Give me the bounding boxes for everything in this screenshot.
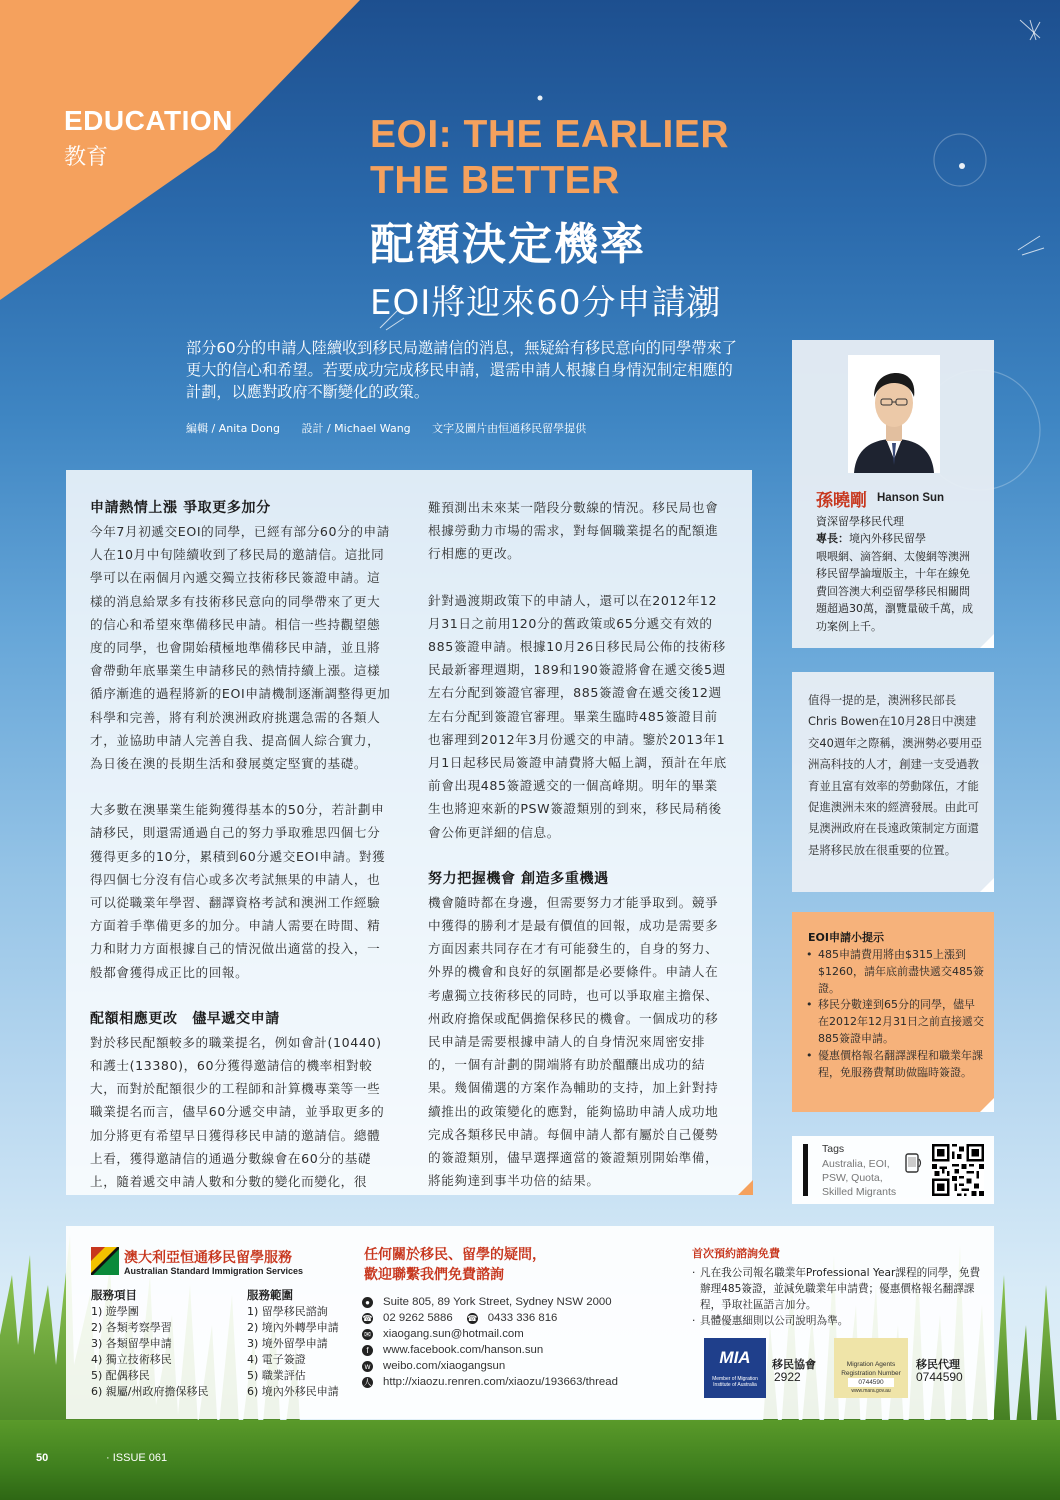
scope-list — [247, 1286, 339, 1400]
tip-item: • 優惠價格報名翻譯課程和職業年課程，免服務費幫助做臨時簽證。 — [806, 1048, 984, 1082]
contact-address — [362, 1294, 618, 1310]
contact-phones — [362, 1310, 618, 1326]
article-paragraph-4: 難預測出未來某一階段分數線的情況。移民局也會根據勞動力市場的需求，對每個職業提名的配額進行相應的更改。 — [428, 500, 719, 562]
marn-badge — [834, 1338, 908, 1398]
free-consult-item: · 具體優惠細則以公司說明為準。 — [692, 1313, 982, 1329]
profile-specialty-text: 境內外移民留學 — [849, 532, 926, 545]
marn-badge-number: 0744590 — [848, 1378, 894, 1387]
intro-paragraph: 部分60分的申請人陸續收到移民局邀請信的消息，無疑給有移民意向的同學帶來了更大的信心和希望。若要成功完成移民申請，還需申請人根據自身情況制定相應的計劃，以應對政府不斷變化的政策。 — [186, 339, 737, 401]
scope-item: 6) 境內外移民申請 — [247, 1385, 339, 1398]
tips-title: EOI申請小提示 — [808, 931, 884, 944]
article-column-2 — [428, 496, 730, 1192]
free-consult-title: 首次預約諮詢免費 — [692, 1247, 780, 1260]
headline-en-line1: EOI: THE EARLIER — [370, 113, 730, 156]
phone-landline[interactable]: 02 9262 5886 — [383, 1312, 453, 1324]
renren-link[interactable]: http://xiaozu.renren.com/xiaozu/193663/thread — [383, 1376, 618, 1388]
company-name-zh: 澳大利亞恒通移民留學服務 — [124, 1250, 292, 1266]
service-item: 1) 遊學團 — [91, 1305, 139, 1318]
tags-label: Tags — [822, 1143, 845, 1155]
issue-text: ISSUE 061 — [112, 1452, 168, 1464]
mia-logo — [704, 1338, 766, 1398]
weibo-link[interactable]: weibo.com/xiaogangsun — [383, 1360, 506, 1372]
facebook-link[interactable]: www.facebook.com/hanson.sun — [383, 1344, 544, 1356]
article-paragraph-1: 今年7月初遞交EOI的同學，已經有部分60分的申請人在10月中旬陸續收到了移民局的邀請信。這批同學可以在兩個月內遞交獨立技術移民簽證申請。這樣的消息給眾多有技術移民意向的同學帶來了更大的信心和希望來準備移民申請。相信一些持觀望態度的同學，也會開始積極地準備移民申請，並且將會帶動年底畢業生申請移民的熱情持續上漲。這樣循序漸進的過程將新的EOI申請機制逐漸調整得更加科學和完善，將有利於澳洲政府挑選急需的各類人才，並協助申請人完善自我、提高個人綜合實力，為日後在澳的長期生活和發展奠定堅實的基礎。 — [90, 524, 391, 772]
service-item: 3) 各類留學申請 — [91, 1337, 172, 1350]
tags-list: Australia, EOI, PSW, Quota, Skilled Migrants — [822, 1158, 897, 1198]
contact-weibo — [362, 1358, 618, 1374]
article-paragraph-5: 針對過渡期政策下的申請人，還可以在2012年12月31日之前用120分的舊政策或65分遞交有效的885簽證申請。根據10月26日移民局公佈的技術移民最新審理週期，189和190簽證將會在遞交後5週左右分配到簽證官審理，885簽證會在遞交後12週左右分配到簽證官審理。畢業生臨時485簽證目前也審理到2012年3月份遞交的申請。鑒於2013年1月1日起移民局簽證申請費將大幅上調，預計在年底前會出現485簽證遞交的一個高峰期。明年的畢業生也將迎來新的PSW簽證類別的到來，移民局稍後會公佈更詳細的信息。 — [428, 592, 727, 840]
service-item: 6) 親屬/州政府擔保移民 — [91, 1385, 209, 1398]
article-paragraph-6: 機會隨時都在身邊，但需要努力才能爭取到。競爭中獲得的勝利才是最有價值的回報，成功是需要多方面因素共同存在才有可能發生的，自身的努力、外界的機會和良好的氛圍都是必要條件。申請人在考慮獨立技術移民的同時，也可以爭取雇主擔保、州政府擔保或配偶擔保移民的機會。一個成功的移民申請是需要根據申請人的自身情況來周密安排的，一個有計劃的開端將有助於醞釀出成功的結果。幾個備選的方案作為輔助的支持，加上針對持續推出的政策變化的應對，能夠協助申請人成功地完成各類移民申請。每個申請人都有屬於自己優勢的簽證類別，儘早選擇適當的簽證類別開始準備，將能夠達到事半功倍的結果。 — [428, 894, 719, 1189]
page-curl-decoration — [980, 1098, 994, 1112]
subheading-1: 申請熱情上漲 爭取更多加分 — [90, 500, 271, 516]
headline-zh: 配額決定機率 — [370, 219, 646, 270]
email-icon: ✉ — [362, 1329, 373, 1340]
company-name-en: Australian Standard Immigration Services — [124, 1266, 304, 1276]
free-consult-list — [692, 1265, 982, 1329]
issue-label: · ISSUE 061 — [106, 1452, 168, 1464]
page-curl-decoration — [980, 634, 994, 648]
service-item: 2) 各類考察學習 — [91, 1321, 172, 1334]
credit-editor: 編輯 / Anita Dong — [186, 422, 280, 435]
headline-zh-subtitle: EOI將迎來60分申請潮 — [370, 283, 722, 323]
phone-mobile[interactable]: 0433 336 816 — [487, 1312, 558, 1324]
credit-design: 設計 / Michael Wang — [301, 422, 411, 435]
section-label-en: EDUCATION — [64, 105, 233, 136]
profile-photo — [848, 355, 940, 473]
weibo-icon: w — [362, 1361, 373, 1372]
profile-bio: 喂喂網、滴答網、太傻網等澳洲移民留學論壇版主，十年在線免費回答澳大利亞留學移民相關問題超過30萬，瀏覽量破千萬，成功案例上千。 — [816, 549, 973, 633]
credit-source: 文字及圖片由恒通移民留學提供 — [432, 422, 587, 435]
scope-item: 4) 電子簽證 — [247, 1353, 306, 1366]
free-consult-item: · 凡在我公司報名職業年Professional Year課程的同學，免費辦理485簽證，並減免職業年申請費；優惠價格報名翻譯課程，爭取社區語言加分。 — [692, 1265, 982, 1313]
scope-item: 5) 職業評估 — [247, 1369, 306, 1382]
company-logo-icon — [91, 1247, 119, 1275]
page-number: 50 — [36, 1452, 49, 1464]
page-curl-decoration — [738, 1180, 753, 1195]
tip-item: • 移民分數達到65分的同學，儘早在2012年12月31日之前直接遞交885簽證申請。 — [806, 997, 984, 1047]
article-column-1 — [90, 496, 392, 1193]
mia-logo-subtext: Member of Migration Institute of Australia — [712, 1376, 758, 1388]
orange-diamond-banner — [0, 0, 360, 300]
contact-list — [362, 1294, 618, 1390]
cta-line2: 歡迎聯繫我們免費諮詢 — [364, 1267, 504, 1283]
contact-email — [362, 1326, 618, 1342]
section-label-zh: 教育 — [64, 145, 109, 170]
article-paragraph-2: 大多數在澳畢業生能夠獲得基本的50分，若計劃申請移民，則還需通過自己的努力爭取雅思四個七分獲得更多的10分，累積到60分遞交EOI申請。對獲得四個七分沒有信心或多次考試無果的申請人，也可以從職業年學習、翻譯資格考試和澳洲工作經驗方面着手準備更多的加分。申請人需要在時間、精力和財力方面根據自己的情況做出適當的投入，一般都會獲得成正比的回報。 — [90, 802, 386, 980]
cta-line1: 任何關於移民、留學的疑問， — [364, 1247, 546, 1263]
article-paragraph-3: 對於移民配額較多的職業提名，例如會計(10440)和護士(13380)，60分獲得邀請信的機率相對較大，而對於配額很少的工程師和計算機專業等一些職業提名而言，儘早60分遞交申請，並爭取更多的加分將更有希望早日獲得移民申請的邀請信。總體上看，獲得邀請信的通過分數線會在60分的基礎上，隨着遞交申請人數和分數的變化而變化，很 — [90, 1034, 385, 1190]
service-item: 4) 獨立技術移民 — [91, 1353, 172, 1366]
facebook-icon: f — [362, 1345, 373, 1356]
scope-item: 2) 境內外轉學申請 — [247, 1321, 339, 1334]
mia-label: 移民協會 — [772, 1358, 816, 1371]
scope-item: 3) 境外留學申請 — [247, 1337, 328, 1350]
profile-role: 資深留學移民代理 — [816, 515, 904, 528]
mia-number: 2922 — [774, 1370, 801, 1384]
marn-badge-line1: Migration Agents — [846, 1361, 896, 1368]
subheading-2: 配額相應更改 儘早遞交申請 — [90, 1010, 280, 1027]
page-curl-decoration — [980, 878, 994, 892]
profile-name-zh: 孫曉剛 — [816, 491, 867, 511]
tip-item: • 485申請費用將由$315上漲到$1260，請年底前盡快遞交485簽證。 — [806, 947, 984, 997]
service-item: 5) 配偶移民 — [91, 1369, 150, 1382]
mobile-phone-icon — [902, 1152, 924, 1174]
profile-specialty — [816, 530, 978, 635]
scope-item: 1) 留學移民諮詢 — [247, 1305, 328, 1318]
tags-bar — [803, 1144, 808, 1196]
mia-logo-text: MIA — [719, 1348, 751, 1367]
phone-icon: ☎ — [362, 1313, 373, 1323]
marn-label: 移民代理 — [916, 1358, 960, 1371]
location-pin-icon: ● — [362, 1297, 373, 1308]
quote-text: 值得一提的是，澳洲移民部長Chris Bowen在10月28日中澳建交40週年之際稱，澳洲勢必要用亞洲高科技的人才，創建一支受過教育並且富有效率的勞動隊伍，才能促進澳洲未來的經濟發展。由此可見澳洲政府在長遠政策制定方面還是將移民放在很重要的位置。 — [808, 693, 982, 857]
subheading-3: 努力把握機會 創造多重機遇 — [428, 870, 609, 887]
scope-title: 服務範圍 — [247, 1288, 293, 1302]
headline-en-line2: THE BETTER — [370, 159, 620, 202]
services-list — [91, 1286, 209, 1400]
profile-specialty-label: 專長： — [816, 532, 849, 545]
address-text: Suite 805, 89 York Street, Sydney NSW 2000 — [383, 1296, 612, 1308]
qr-code-icon[interactable] — [932, 1144, 984, 1196]
phone-icon: ☎ — [467, 1313, 478, 1323]
profile-name-en: Hanson Sun — [877, 492, 945, 504]
marn-badge-url: www.mara.gov.au — [851, 1388, 891, 1394]
headline-en — [370, 112, 810, 204]
tips-list — [806, 947, 984, 1081]
contact-call-to-action — [364, 1245, 546, 1285]
marn-badge-line2: Registration Number — [841, 1370, 901, 1377]
credits-line — [186, 420, 746, 436]
marn-number: 0744590 — [916, 1370, 963, 1384]
services-title: 服務項目 — [91, 1288, 137, 1302]
contact-facebook — [362, 1342, 618, 1358]
renren-icon: 人 — [363, 1377, 372, 1387]
contact-renren — [362, 1374, 618, 1390]
email-link[interactable]: xiaogang.sun@hotmail.com — [383, 1328, 524, 1340]
